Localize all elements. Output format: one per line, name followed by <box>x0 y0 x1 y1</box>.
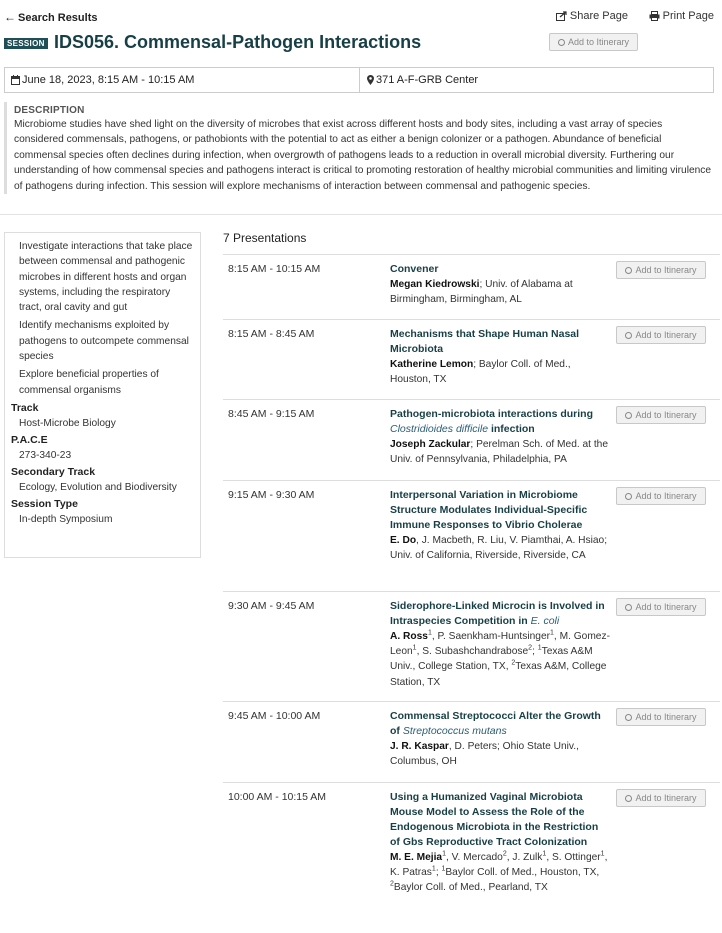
description-text: Microbiome studies have shed light on the diversity of microbes that exist across different hosts and body sites, including a vast array of species considered commensals, pathogens, or pathobionts with the potential to act as either a benign colonizer or a pathogen. Abundance of beneficial commensal species often declines during infection, when overgrowth of pathogens leads to a reduction in overall microbial diversity. Furthering our understanding of how commensal species and pathogens interact is critical to promoting restoration of healthy microbial communities and limiting virulence of pathogens during infection. This session will explore mechanisms of interaction between commensal and pathogenic species. <box>14 119 712 192</box>
presentation-title[interactable] <box>390 599 610 629</box>
affiliation-marker: 2 <box>528 644 533 652</box>
affiliation-marker: 1 <box>600 850 605 858</box>
author-affiliation: ; Perelman Sch. of Med. at the Univ. of Pennsylvania, Philadelphia, PA <box>390 439 609 466</box>
lead-author: Katherine Lemon <box>390 359 474 370</box>
add-to-itinerary-label: Add to Itinerary <box>635 491 697 501</box>
title-text: infection <box>488 423 535 435</box>
affiliation-marker: 1 <box>441 865 446 873</box>
session-header <box>4 32 714 54</box>
title-species: E. coli <box>530 615 560 627</box>
presentation-time: 8:15 AM - 10:15 AM <box>228 263 321 275</box>
secondary-track-label: Secondary Track <box>11 465 96 478</box>
print-label: Print Page <box>662 10 714 22</box>
presentation-details <box>390 407 610 467</box>
lead-author: A. Ross <box>390 631 428 642</box>
circle-plus-icon <box>625 412 632 419</box>
title-text: Siderophore-Linked Microcin is Involved in Intraspecies Competition in <box>390 600 605 627</box>
author-affiliation: Baylor Coll. of Med., Houston, TX, <box>445 867 600 879</box>
presentation-title[interactable]: Using a Humanized Vaginal Microbiota Mouse Model to Assess the Role of the Endogenous Microbiota in the Restriction of Gbs Reproductive Tract Colonization <box>390 791 599 848</box>
presentation-details <box>390 599 610 690</box>
affiliation-marker: 1 <box>431 865 436 873</box>
presentation-row <box>223 255 720 320</box>
session-info-bar <box>4 67 714 93</box>
datetime-text: June 18, 2023, 8:15 AM - 10:15 AM <box>22 74 195 86</box>
add-to-itinerary-label: Add to Itinerary <box>635 793 697 803</box>
add-to-itinerary-label: Add to Itinerary <box>635 265 697 275</box>
affiliation-marker: 1 <box>427 629 432 637</box>
track-label: Track <box>11 401 39 414</box>
learning-objective: Investigate interactions that take place between commensal and pathogenic microbes in different hosts and organ systems, including the respiratory tract, oral cavity and gut <box>19 241 193 314</box>
presentation-authors <box>390 629 610 690</box>
co-author: , V. Mercado <box>446 852 503 863</box>
co-author: , S. Ottinger <box>546 852 601 863</box>
title-text: Pathogen-microbiota interactions during <box>390 408 594 420</box>
add-to-itinerary-button[interactable] <box>616 598 706 616</box>
presentation-details <box>390 262 610 307</box>
separator: ; <box>435 867 442 879</box>
add-to-itinerary-button[interactable] <box>616 326 706 344</box>
print-page-link[interactable] <box>649 10 714 22</box>
track-value: Host-Microbe Biology <box>19 417 116 429</box>
calendar-icon <box>11 75 20 85</box>
top-bar <box>4 10 714 26</box>
presentation-time: 10:00 AM - 10:15 AM <box>228 791 327 803</box>
session-type-value: In-depth Symposium <box>19 513 113 525</box>
presentation-time: 9:45 AM - 10:00 AM <box>228 710 321 722</box>
co-author: , M. Gomez-Leon <box>390 631 610 658</box>
lead-author: E. Do <box>390 535 417 546</box>
description-label: DESCRIPTION <box>14 105 85 116</box>
presentation-authors <box>390 850 610 896</box>
presentation-time: 9:30 AM - 9:45 AM <box>228 600 315 612</box>
presentation-authors <box>390 437 610 467</box>
circle-plus-icon <box>558 39 565 46</box>
share-label: Share Page <box>569 10 628 22</box>
session-details-sidebar <box>4 232 201 558</box>
affiliation-marker: 1 <box>542 850 547 858</box>
lead-author: Megan Kiedrowski <box>390 279 480 290</box>
add-to-itinerary-label: Add to Itinerary <box>567 37 629 47</box>
circle-plus-icon <box>625 332 632 339</box>
add-to-itinerary-label: Add to Itinerary <box>635 712 697 722</box>
affiliation-marker: 1 <box>550 629 554 637</box>
add-to-itinerary-label: Add to Itinerary <box>635 410 697 420</box>
affiliation-marker: 2 <box>502 850 507 858</box>
circle-plus-icon <box>625 714 632 721</box>
section-divider <box>0 214 722 215</box>
presentation-authors <box>390 533 610 563</box>
affiliation-marker: 1 <box>537 644 542 652</box>
presentation-authors <box>390 357 610 387</box>
presentation-title[interactable]: Convener <box>390 263 439 275</box>
presentation-time: 8:15 AM - 8:45 AM <box>228 328 315 340</box>
add-to-itinerary-button[interactable] <box>616 708 706 726</box>
add-to-itinerary-label: Add to Itinerary <box>635 602 697 612</box>
author-affiliation: Baylor Coll. of Med., Pearland, TX <box>393 882 548 894</box>
presentation-row <box>223 481 720 592</box>
session-location <box>367 74 478 86</box>
lead-author: M. E. Mejia <box>390 852 443 863</box>
title-species: Streptococcus mutans <box>402 725 507 737</box>
presentation-time: 9:15 AM - 9:30 AM <box>228 489 315 501</box>
affiliation-marker: 1 <box>412 644 417 652</box>
presentation-row <box>223 702 720 783</box>
presentation-authors <box>390 739 610 769</box>
presentation-row <box>223 320 720 400</box>
add-to-itinerary-label: Add to Itinerary <box>635 330 697 340</box>
presentation-authors <box>390 277 610 307</box>
pace-value: 273-340-23 <box>19 449 72 461</box>
title-species: Clostridioides difficile <box>390 423 489 435</box>
presentation-row <box>223 400 720 481</box>
add-to-itinerary-button[interactable] <box>616 261 706 279</box>
separator: ; <box>532 646 538 658</box>
session-description <box>4 102 714 194</box>
back-to-search-link[interactable] <box>4 10 97 24</box>
location-text: 371 A-F-GRB Center <box>376 74 479 86</box>
co-author: , K. Patras <box>390 852 608 879</box>
co-author: , S. Subashchandrabose <box>416 646 529 658</box>
lead-author: J. R. Kaspar <box>390 741 449 752</box>
map-marker-icon <box>367 75 374 85</box>
session-badge: SESSION <box>4 38 48 49</box>
session-datetime <box>11 74 194 86</box>
affiliation-marker: 1 <box>442 850 446 858</box>
session-add-to-itinerary-button[interactable] <box>549 33 638 51</box>
author-affiliation: ; Univ. of Alabama at Birmingham, Birmingham, AL <box>390 279 573 306</box>
share-icon <box>556 11 567 21</box>
author-affiliation: ; Baylor Coll. of Med., Houston, TX <box>390 359 571 386</box>
lead-author: Joseph Zackular <box>390 439 471 450</box>
author-affiliation: , D. Peters; Ohio State Univ., Columbus, OH <box>390 741 579 768</box>
session-title: IDS056. Commensal-Pathogen Interactions <box>54 32 422 52</box>
share-page-link[interactable] <box>556 10 628 22</box>
presentations-heading: 7 Presentations <box>223 231 307 245</box>
arrow-left-icon: ← <box>4 10 16 24</box>
author-affiliation: Texas A&M Univ., College Station, TX, <box>390 646 593 673</box>
back-label: Search Results <box>18 12 98 24</box>
affiliation-marker: 2 <box>390 881 394 889</box>
add-to-itinerary-button[interactable] <box>616 406 706 424</box>
secondary-track-value: Ecology, Evolution and Biodiversity <box>19 481 177 493</box>
print-icon <box>649 11 660 21</box>
presentation-details <box>390 790 610 896</box>
pace-label: P.A.C.E <box>11 433 48 446</box>
co-author: , J. Zulk <box>506 852 543 863</box>
presentation-row <box>223 783 720 933</box>
author-affiliation: , J. Macbeth, R. Liu, V. Piamthai, A. Hsiao; Univ. of California, Riverside, Riverside, CA <box>390 535 608 562</box>
author-affiliation: Texas A&M, College Station, TX <box>390 661 607 688</box>
presentation-details <box>390 709 610 769</box>
presentation-row <box>223 592 720 702</box>
circle-plus-icon <box>625 493 632 500</box>
presentation-title[interactable]: Interpersonal Variation in Microbiome Structure Modulates Individual-Specific Immune Responses to Vibrio Cholerae <box>390 489 588 531</box>
circle-plus-icon <box>625 604 632 611</box>
co-author: , P. Saenkham-Huntsinger <box>431 631 551 642</box>
presentation-time: 8:45 AM - 9:15 AM <box>228 408 315 420</box>
info-divider <box>359 68 360 92</box>
affiliation-marker: 2 <box>511 660 516 668</box>
learning-objective: Identify mechanisms exploited by pathogens to outcompete commensal species <box>19 320 189 363</box>
circle-plus-icon <box>625 267 632 274</box>
session-type-label: Session Type <box>11 497 78 510</box>
add-to-itinerary-button[interactable] <box>616 487 706 505</box>
presentation-details <box>390 327 610 387</box>
presentation-details <box>390 488 610 563</box>
learning-objective: Explore beneficial properties of commensal organisms <box>19 369 159 396</box>
title-text: Commensal Streptococci Alter the Growth of <box>390 710 601 737</box>
add-to-itinerary-button[interactable] <box>616 789 706 807</box>
circle-plus-icon <box>625 795 632 802</box>
presentation-title[interactable] <box>390 407 610 437</box>
presentation-title[interactable] <box>390 709 610 739</box>
presentation-title[interactable]: Mechanisms that Shape Human Nasal Microbiota <box>390 328 580 355</box>
